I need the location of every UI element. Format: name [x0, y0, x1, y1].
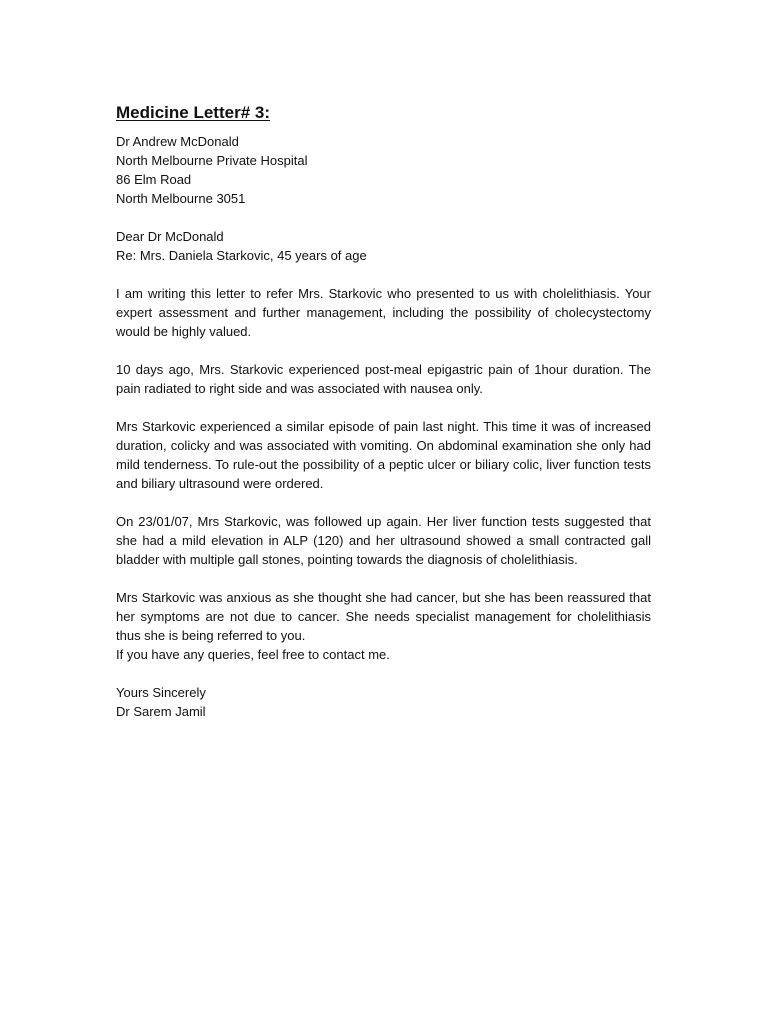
- salutation: Dear Dr McDonald: [116, 229, 224, 244]
- paragraph-episode: Mrs Starkovic experienced a similar episode of pain last night. This time it was of increased duration, colicky and was associated with vomiting. On abdominal examination she only had mild tenderness. To rule-out the possibility of a peptic ulcer or biliary colic, liver function tests and biliary ultrasound were ordered.: [116, 419, 651, 491]
- letter-title: Medicine Letter# 3:: [116, 103, 270, 122]
- paragraph-history: 10 days ago, Mrs. Starkovic experienced post-meal epigastric pain of 1hour duration. The pain radiated to right side and was associated with nausea only.: [116, 362, 651, 396]
- recipient-address: [116, 132, 651, 208]
- letter-page: [116, 102, 651, 740]
- paragraph-referral: I am writing this letter to refer Mrs. Starkovic who presented to us with cholelithiasis. Your expert assessment and further management, including the possibility of cholecystectomy would be highly valued.: [116, 286, 651, 339]
- paragraph-followup: On 23/01/07, Mrs Starkovic, was followed up again. Her liver function tests suggested that she had a mild elevation in ALP (120) and her ultrasound showed a small contracted gall bladder with multiple gall stones, pointing towards the diagnosis of cholelithiasis.: [116, 514, 651, 567]
- signature: Dr Sarem Jamil: [116, 704, 206, 719]
- recipient-organization: North Melbourne Private Hospital: [116, 153, 308, 168]
- paragraph-reassurance: Mrs Starkovic was anxious as she thought she had cancer, but she has been reassured that her symptoms are not due to cancer. She needs specialist management for cholelithiasis thus she is being referred to you.: [116, 590, 651, 643]
- greeting-block: [116, 227, 651, 265]
- recipient-name: Dr Andrew McDonald: [116, 134, 239, 149]
- recipient-city: North Melbourne 3051: [116, 191, 246, 206]
- signoff-block: [116, 683, 651, 721]
- recipient-street: 86 Elm Road: [116, 172, 192, 187]
- re-line: Re: Mrs. Daniela Starkovic, 45 years of age: [116, 248, 367, 263]
- contact-block: [116, 645, 651, 664]
- contact-line: If you have any queries, feel free to contact me.: [116, 647, 390, 662]
- closing: Yours Sincerely: [116, 685, 206, 700]
